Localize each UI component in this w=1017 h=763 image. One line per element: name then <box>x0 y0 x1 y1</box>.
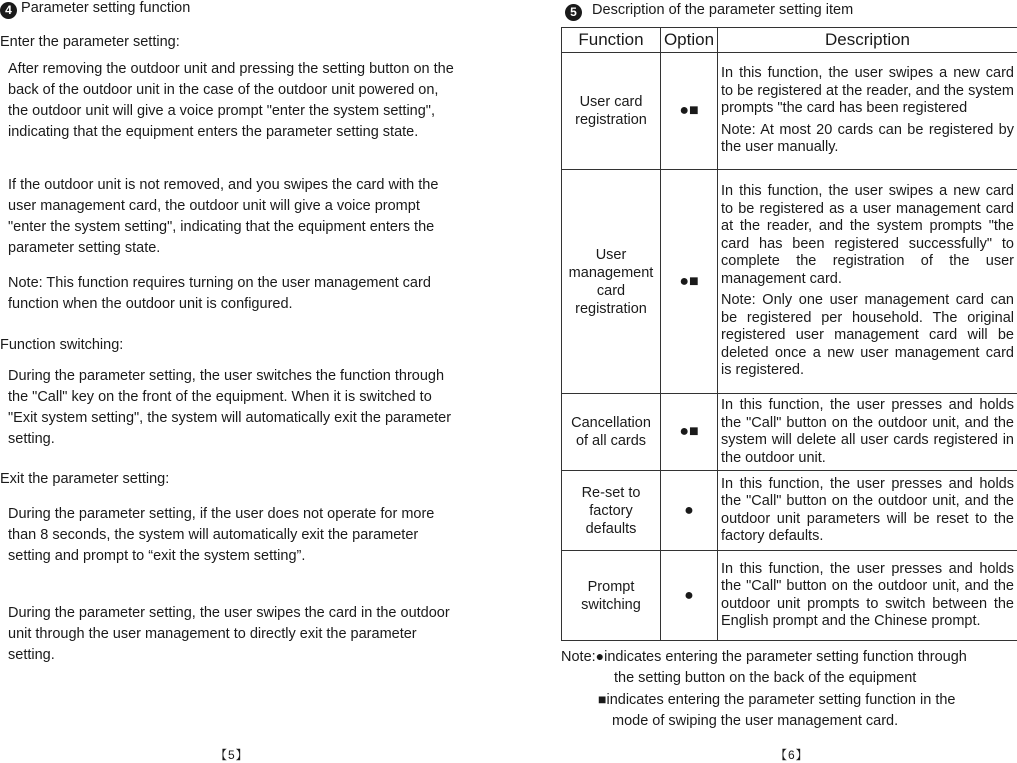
table-header-row <box>562 28 1017 53</box>
description-text: In this function, the user presses and holds the "Call" button on the outdoor unit, and the outdoor unit prompts to switch between the English prompt and the Chinese prompt. <box>721 561 1014 631</box>
description-note: Note: At most 20 cards can be registered by the user manually. <box>721 122 1014 157</box>
circle-legend-text: indicates entering the parameter setting function through <box>604 649 967 665</box>
row-description <box>718 170 1017 394</box>
row-function: Cancellation of all cards <box>562 394 661 471</box>
row-option: ● <box>661 471 718 551</box>
square-legend-text-cont: mode of swiping the user management card. <box>561 711 1017 732</box>
enter-heading: Enter the parameter setting: <box>0 34 180 50</box>
square-icon: ■ <box>598 691 606 707</box>
header-function: Function <box>562 28 661 53</box>
row-function: User management card registration <box>562 170 661 394</box>
parameter-table <box>561 27 1017 641</box>
enter-note: Note: This function requires turning on the user management card function when the outdoor unit is configured. <box>8 273 458 315</box>
legend-square-line <box>561 689 1017 711</box>
enter-paragraph-1: After removing the outdoor unit and pressing the setting button on the back of the outdoor unit in the case of the outdoor unit powered on, the outdoor unit will give a voice prompt "enter the system setting", indicating that the equipment enters the parameter setting state. <box>8 59 458 143</box>
table-row <box>562 551 1017 641</box>
table-row <box>562 471 1017 551</box>
header-option: Option <box>661 28 718 53</box>
legend-circle-line <box>561 646 1017 668</box>
left-page-number: 【5】 <box>215 746 249 763</box>
row-option: ●■ <box>661 53 718 170</box>
exit-paragraph-2: During the parameter setting, the user swipes the card in the outdoor unit through the user management to directly exit the parameter setting. <box>8 603 458 666</box>
description-text: In this function, the user swipes a new card to be registered as a user management card at the reader, and the system prompts "the card has been registered successfully" to complete the registration of the user management card. <box>721 183 1014 288</box>
switching-heading: Function switching: <box>0 337 123 353</box>
table-row <box>562 170 1017 394</box>
circle-icon: ● <box>596 648 604 664</box>
description-text: In this function, the user swipes a new card to be registered at the reader, and the system prompts "the card has been registered <box>721 65 1014 118</box>
row-option: ● <box>661 551 718 641</box>
row-description <box>718 394 1017 471</box>
section-number-badge: 4 <box>0 2 17 19</box>
section-number-badge: 5 <box>565 4 582 21</box>
exit-paragraph-1: During the parameter setting, if the user does not operate for more than 8 seconds, the system will automatically exit the parameter setting and prompt to “exit the system setting”. <box>8 504 458 567</box>
right-page-number: 【6】 <box>775 746 809 763</box>
exit-heading: Exit the parameter setting: <box>0 471 169 487</box>
row-function: Prompt switching <box>562 551 661 641</box>
row-option: ●■ <box>661 170 718 394</box>
note-prefix: Note: <box>561 649 596 665</box>
square-legend-text: indicates entering the parameter setting function in the <box>606 692 955 708</box>
row-function: Re-set to factory defaults <box>562 471 661 551</box>
row-option: ●■ <box>661 394 718 471</box>
description-text: In this function, the user presses and holds the "Call" button on the outdoor unit, and the outdoor unit parameters will be reset to the factory defaults. <box>721 476 1014 546</box>
switching-paragraph: During the parameter setting, the user switches the function through the "Call" key on the front of the equipment. When it is switched to "Exit system setting", the system will automatically exit the parameter setting. <box>8 366 458 450</box>
legend-note <box>561 646 1017 732</box>
description-note: Note: Only one user management card can be registered per household. The original registered user management card will be deleted once a new user management card is registered. <box>721 292 1014 380</box>
right-section-title <box>565 2 853 21</box>
description-text: In this function, the user presses and holds the "Call" button on the outdoor unit, and the system will delete all user cards registered in the outdoor unit. <box>721 397 1014 467</box>
row-description <box>718 53 1017 170</box>
table-row <box>562 53 1017 170</box>
row-description <box>718 471 1017 551</box>
section-title-text: Description of the parameter setting item <box>592 2 853 18</box>
circle-legend-text-cont: the setting button on the back of the equipment <box>561 668 1017 689</box>
row-function: User card registration <box>562 53 661 170</box>
row-description <box>718 551 1017 641</box>
header-description: Description <box>718 28 1017 53</box>
section-title-text: Parameter setting function <box>21 0 190 16</box>
left-section-title <box>0 0 190 19</box>
table-row <box>562 394 1017 471</box>
enter-paragraph-2: If the outdoor unit is not removed, and you swipes the card with the user management card, the outdoor unit will give a voice prompt "enter the system setting", indicating that the equipment enters the parameter setting state. <box>8 175 458 259</box>
